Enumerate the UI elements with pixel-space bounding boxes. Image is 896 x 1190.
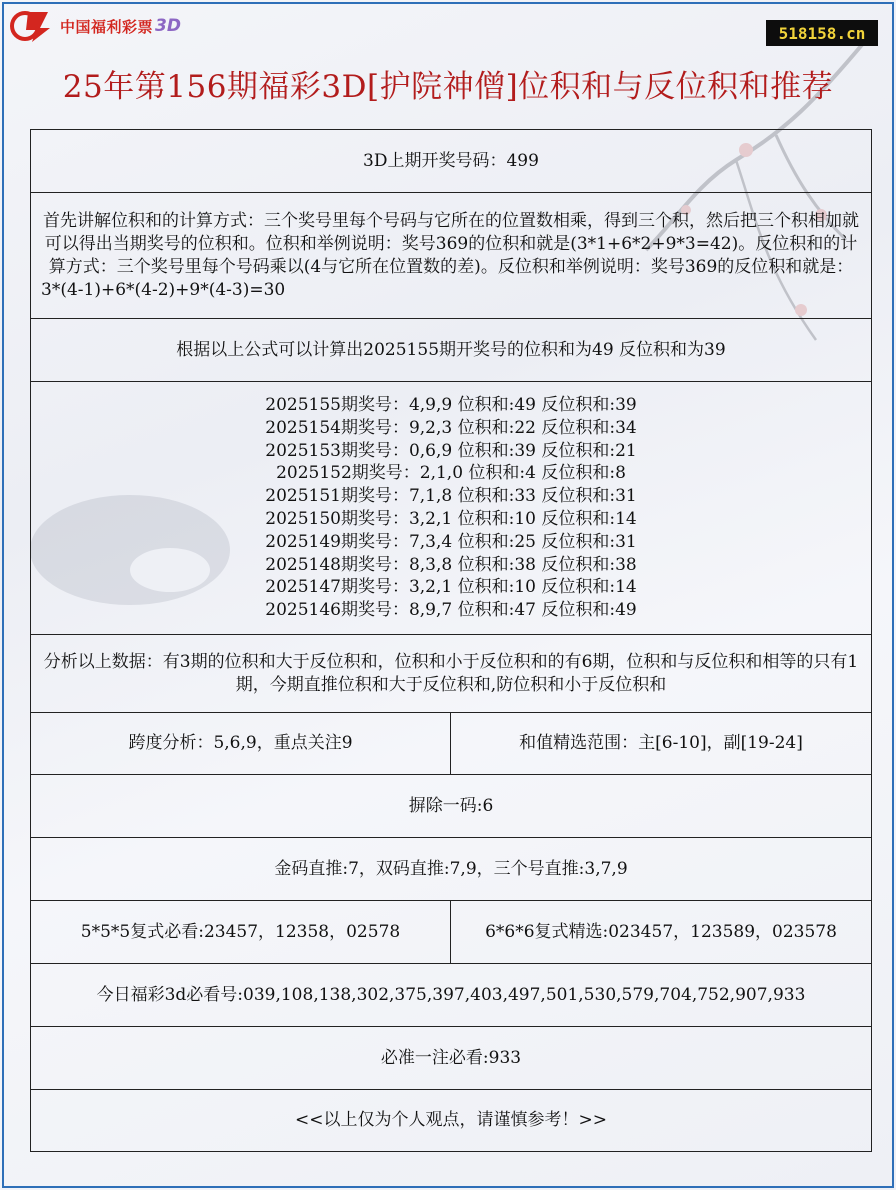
history-line: 2025148期奖号：8,3,8 位积和:38 反位积和:38 — [265, 554, 637, 575]
table-row — [31, 319, 872, 382]
history-line: 2025155期奖号：4,9,9 位积和:49 反位积和:39 — [265, 395, 637, 416]
single-bet-cell: 必准一注必看:933 — [31, 1027, 872, 1090]
exclude-one-cell: 摒除一码:6 — [31, 775, 872, 838]
history-line: 2025152期奖号：2,1,0 位积和:4 反位积和:8 — [276, 463, 626, 484]
sum-range-cell: 和值精选范围：主[6-10]，副[19-24] — [451, 713, 872, 775]
history-line: 2025147期奖号：3,2,1 位积和:10 反位积和:14 — [265, 577, 637, 598]
table-row — [31, 382, 872, 635]
logo-3d: 3D — [155, 16, 181, 36]
history-line: 2025149期奖号：7,3,4 位积和:25 反位积和:31 — [265, 531, 637, 552]
analysis-cell: 分析以上数据：有3期的位积和大于反位积和，位积和小于反位积和的有6期，位积和与反位积和相等的只有1期，今期直推位积和大于反位积和,防位积和小于反位积和 — [31, 635, 872, 713]
table-row — [31, 713, 872, 775]
table-row — [31, 775, 872, 838]
table-row — [31, 635, 872, 713]
lottery-logo — [10, 8, 181, 44]
disclaimer-cell: <<以上仅为个人观点，请谨慎参考！>> — [31, 1090, 872, 1152]
table-row — [31, 838, 872, 901]
compound-666-cell: 6*6*6复式精选:023457，123589，023578 — [451, 901, 872, 964]
last-draw-cell: 3D上期开奖号码：499 — [31, 130, 872, 193]
history-line: 2025151期奖号：7,1,8 位积和:33 反位积和:31 — [265, 486, 637, 507]
explanation-cell: 首先讲解位积和的计算方式：三个奖号里每个号码与它所在的位置数相乘，得到三个积，然后把三个积相加就可以得出当期奖号的位积和。位积和举例说明：奖号369的位积和就是(3*1+6*2+9*3=42)。反位积和的计算方式：三个奖号里每个号码乘以(4与它所在位置数的差)。反位积和举例说明：奖号369的反位积和就是：3*(4-1)+6*(4-2)+9*(4-3)=30 — [31, 193, 872, 319]
table-row — [31, 901, 872, 964]
logo-text: 中国福利彩票 — [60, 17, 154, 36]
span-analysis-cell: 跨度分析：5,6,9，重点关注9 — [31, 713, 451, 775]
history-line: 2025153期奖号：0,6,9 位积和:39 反位积和:21 — [265, 440, 637, 461]
table-row — [31, 1090, 872, 1152]
formula-result-cell: 根据以上公式可以计算出2025155期开奖号的位积和为49 反位积和为39 — [31, 319, 872, 382]
recommendation-table — [30, 129, 872, 1152]
table-row — [31, 130, 872, 193]
table-row — [31, 193, 872, 319]
history-cell — [31, 382, 872, 635]
compound-555-cell: 5*5*5复式必看:23457，12358，02578 — [31, 901, 451, 964]
must-see-numbers-cell: 今日福彩3d必看号:039,108,138,302,375,397,403,497,501,530,579,704,752,907,933 — [31, 964, 872, 1027]
history-line: 2025150期奖号：3,2,1 位积和:10 反位积和:14 — [265, 509, 637, 529]
page-title: 25年第156期福彩3D[护院神僧]位积和与反位积和推荐 — [62, 69, 834, 105]
table-row — [31, 964, 872, 1027]
table-row — [31, 1027, 872, 1090]
site-badge: 518158.cn — [766, 20, 878, 46]
golden-code-cell: 金码直推:7，双码直推:7,9，三个号直推:3,7,9 — [31, 838, 872, 901]
welfare-lottery-icon — [10, 8, 54, 44]
history-line: 2025146期奖号：8,9,7 位积和:47 反位积和:49 — [265, 600, 637, 621]
history-line: 2025154期奖号：9,2,3 位积和:22 反位积和:34 — [265, 417, 637, 438]
